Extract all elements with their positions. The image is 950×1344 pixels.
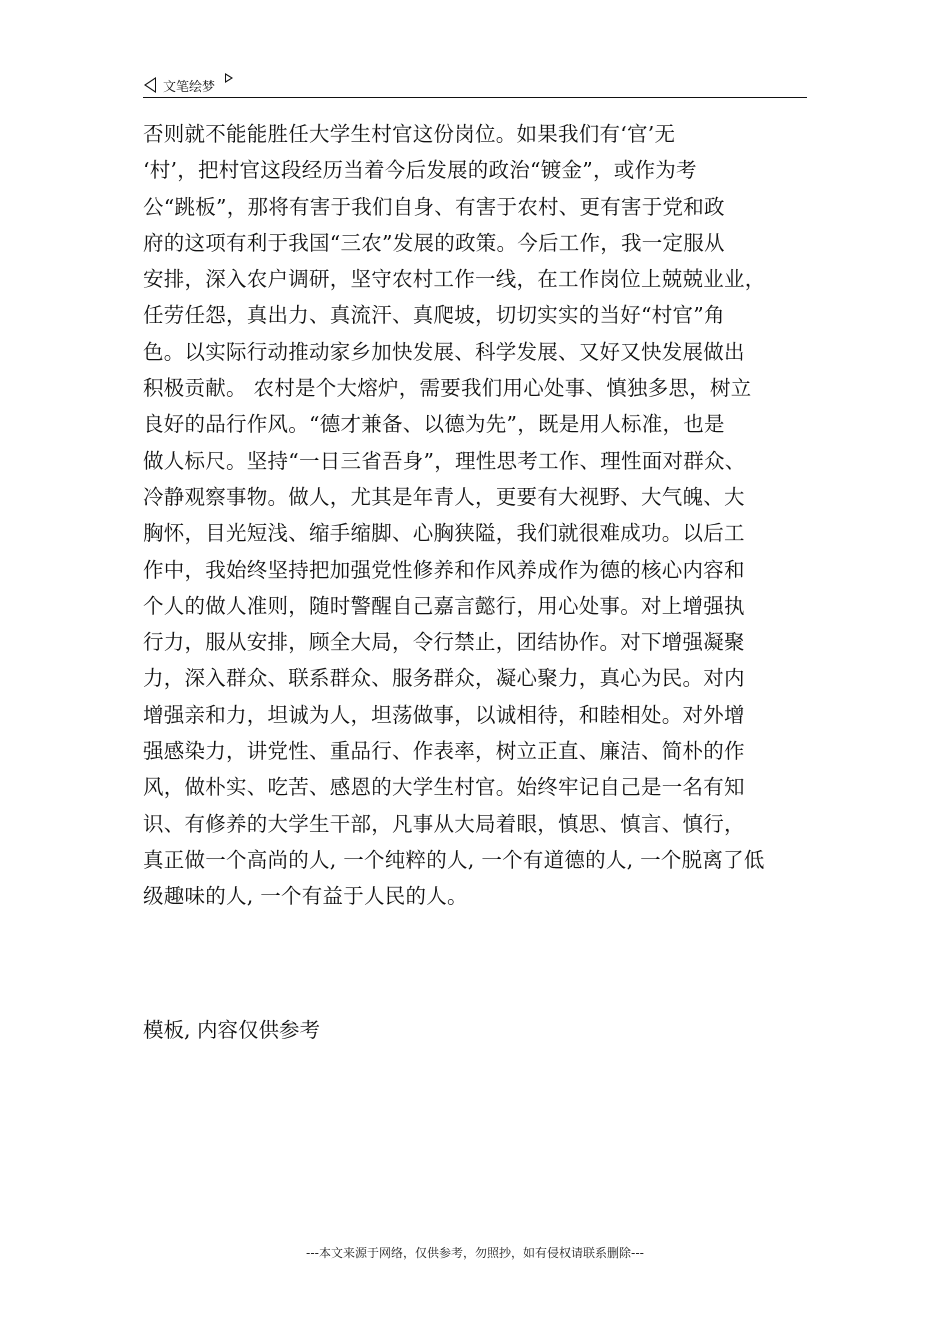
body-line: 安排，深入农户调研，坚守农村工作一线，在工作岗位上兢兢业业， (143, 267, 766, 292)
page-header (143, 74, 807, 96)
header-divider (143, 97, 807, 98)
triangle-right-icon (221, 76, 233, 86)
body-line: 级趣味的人, 一个有益于人民的人。 (143, 884, 468, 909)
body-line: 良好的品行作风。“德才兼备、以德为先”，既是用人标准，也是 (143, 412, 725, 437)
body-line: 行力，服从安排，顾全大局，令行禁止，团结协作。对下增强凝聚 (143, 630, 745, 655)
body-line: 任劳任怨，真出力、真流汗、真爬坡，切切实实的当好“村官”角 (143, 303, 725, 328)
body-line: 力，深入群众、联系群众、服务群众，凝心聚力，真心为民。对内 (143, 666, 745, 691)
header-title: 文笔绘梦 (163, 79, 216, 95)
body-line: 真正做一个高尚的人, 一个纯粹的人, 一个有道德的人, 一个脱离了低 (143, 847, 765, 872)
body-line: 做人标尺。坚持“一日三省吾身”，理性思考工作、理性面对群众、 (143, 448, 746, 473)
body-line: 识、有修养的大学生干部，凡事从大局着眼，慎思、慎言、慎行， (143, 811, 745, 836)
body-line: 风，做朴实、吃苦、感恩的大学生村官。始终牢记自己是一名有知 (143, 775, 745, 800)
page-footer: ---本文来源于网络，仅供参考，勿照抄，如有侵权请联系删除--- (306, 1246, 644, 1260)
triangle-left-icon (143, 77, 159, 93)
body-line: 否则就不能能胜任大学生村官这份岗位。如果我们有‘官’无 (143, 122, 676, 146)
body-line: 积极贡献。 农村是个大熔炉，需要我们用心处事、慎独多思，树立 (143, 376, 752, 401)
body-line: 个人的做人准则，随时警醒自己嘉言懿行，用心处事。对上增强执 (143, 593, 745, 618)
body-line: 府的这项有利于我国“三农”发展的政策。今后工作，我一定服从 (143, 230, 725, 255)
body-line: 公“跳板”，那将有害于我们自身、有害于农村、更有害于党和政 (143, 194, 725, 219)
body-line: ‘村’，把村官这段经历当着今后发展的政治“镀金”，或作为考 (143, 158, 697, 183)
body-line: 胸怀，目光短浅、缩手缩脚、心胸狭隘，我们就很难成功。以后工 (143, 521, 745, 546)
body-line: 作中，我始终坚持把加强党性修养和作风养成作为德的核心内容和 (143, 557, 745, 582)
body-line: 冷静观察事物。做人，尤其是年青人，更要有大视野、大气魄、大 (143, 484, 745, 509)
body-paragraph (143, 116, 807, 915)
body-line: 强感染力，讲党性、重品行、作表率，树立正直、廉洁、简朴的作 (143, 739, 745, 764)
body-line: 增强亲和力，坦诚为人，坦荡做事，以诚相待，和睦相处。对外增 (143, 702, 745, 727)
template-note: 模板, 内容仅供参考 (143, 1018, 321, 1042)
body-line: 色。以实际行动推动家乡加快发展、科学发展、又好又快发展做出 (143, 339, 745, 364)
